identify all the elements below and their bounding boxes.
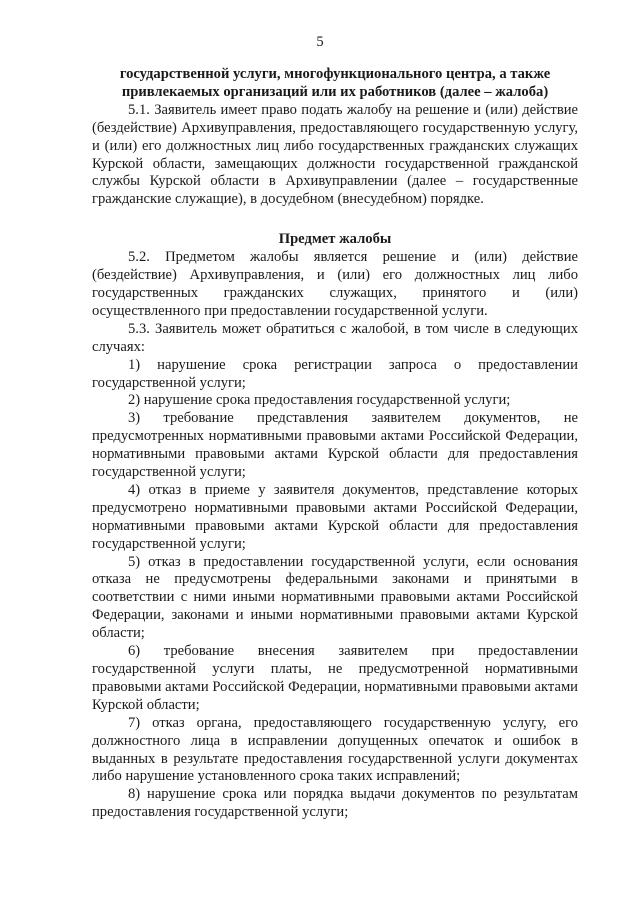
paragraph-5-1: 5.1. Заявитель имеет право подать жалобу на решение и (или) действие (бездействие) Архивуправления, предоставляющего государственную услугу, и (или) его должностных лиц либо государственных гражданских служащих Курской области, замещающих должности государственной гражданской службы Курской области в Архивуправлении (далее – государственные гражданские служащие), в досудебном (внесудебном) порядке. xyxy=(92,101,578,208)
list-item-7: 7) отказ органа, предоставляющего государственную услугу, его должностного лица в исправлении допущенных опечаток и ошибок в выданных в результате предоставления государственной услуги документах либо нарушение установленного срока таких исправлений; xyxy=(92,714,578,785)
section-title-continuation: государственной услуги, многофункционального центра, а также привлекаемых организаций или их работников (далее – жалоба) xyxy=(119,66,551,100)
section-heading-complaint-subject: Предмет жалобы xyxy=(278,231,392,248)
list-item-6: 6) требование внесения заявителем при предоставлении государственной услуги платы, не предусмотренной нормативными правовыми актами Российской Федерации, нормативными правовыми актами Курской области; xyxy=(92,643,578,713)
list-item-1: 1) нарушение срока регистрации запроса о предоставлении государственной услуги; xyxy=(92,356,578,391)
list-item-5: 5) отказ в предоставлении государственной услуги, если основания отказа не предусмотрены федеральными законами и принятыми в соответствии с ними иными нормативными правовыми актами Российской Федерации, законами и иными нормативными правовыми актами Курской области; xyxy=(92,553,578,642)
page-number: 5 xyxy=(316,34,324,50)
list-item-2: 2) нарушение срока предоставления государственной услуги; xyxy=(128,392,511,409)
document-body xyxy=(92,66,578,822)
paragraph-5-3: 5.3. Заявитель может обратиться с жалобой, в том числе в следующих случаях: xyxy=(92,320,578,355)
list-item-4: 4) отказ в приеме у заявителя документов, представление которых предусмотрено нормативными правовыми актами Российской Федерации, нормативными правовыми актами Курской области для предоставления государственной услуги; xyxy=(92,481,578,552)
paragraph-5-2: 5.2. Предметом жалобы является решение и (или) действие (бездействие) Архивуправления, и (или) его должностных лиц либо государственных гражданских служащих, принятого и (или) осуществленного при предоставлении государственной услуги. xyxy=(92,249,578,319)
list-item-8: 8) нарушение срока или порядка выдачи документов по результатам предоставления государственной услуги; xyxy=(92,786,578,821)
list-item-3: 3) требование представления заявителем документов, не предусмотренных нормативными правовыми актами Российской Федерации, нормативными правовыми актами Курской области для предоставления государственной услуги; xyxy=(92,410,578,481)
